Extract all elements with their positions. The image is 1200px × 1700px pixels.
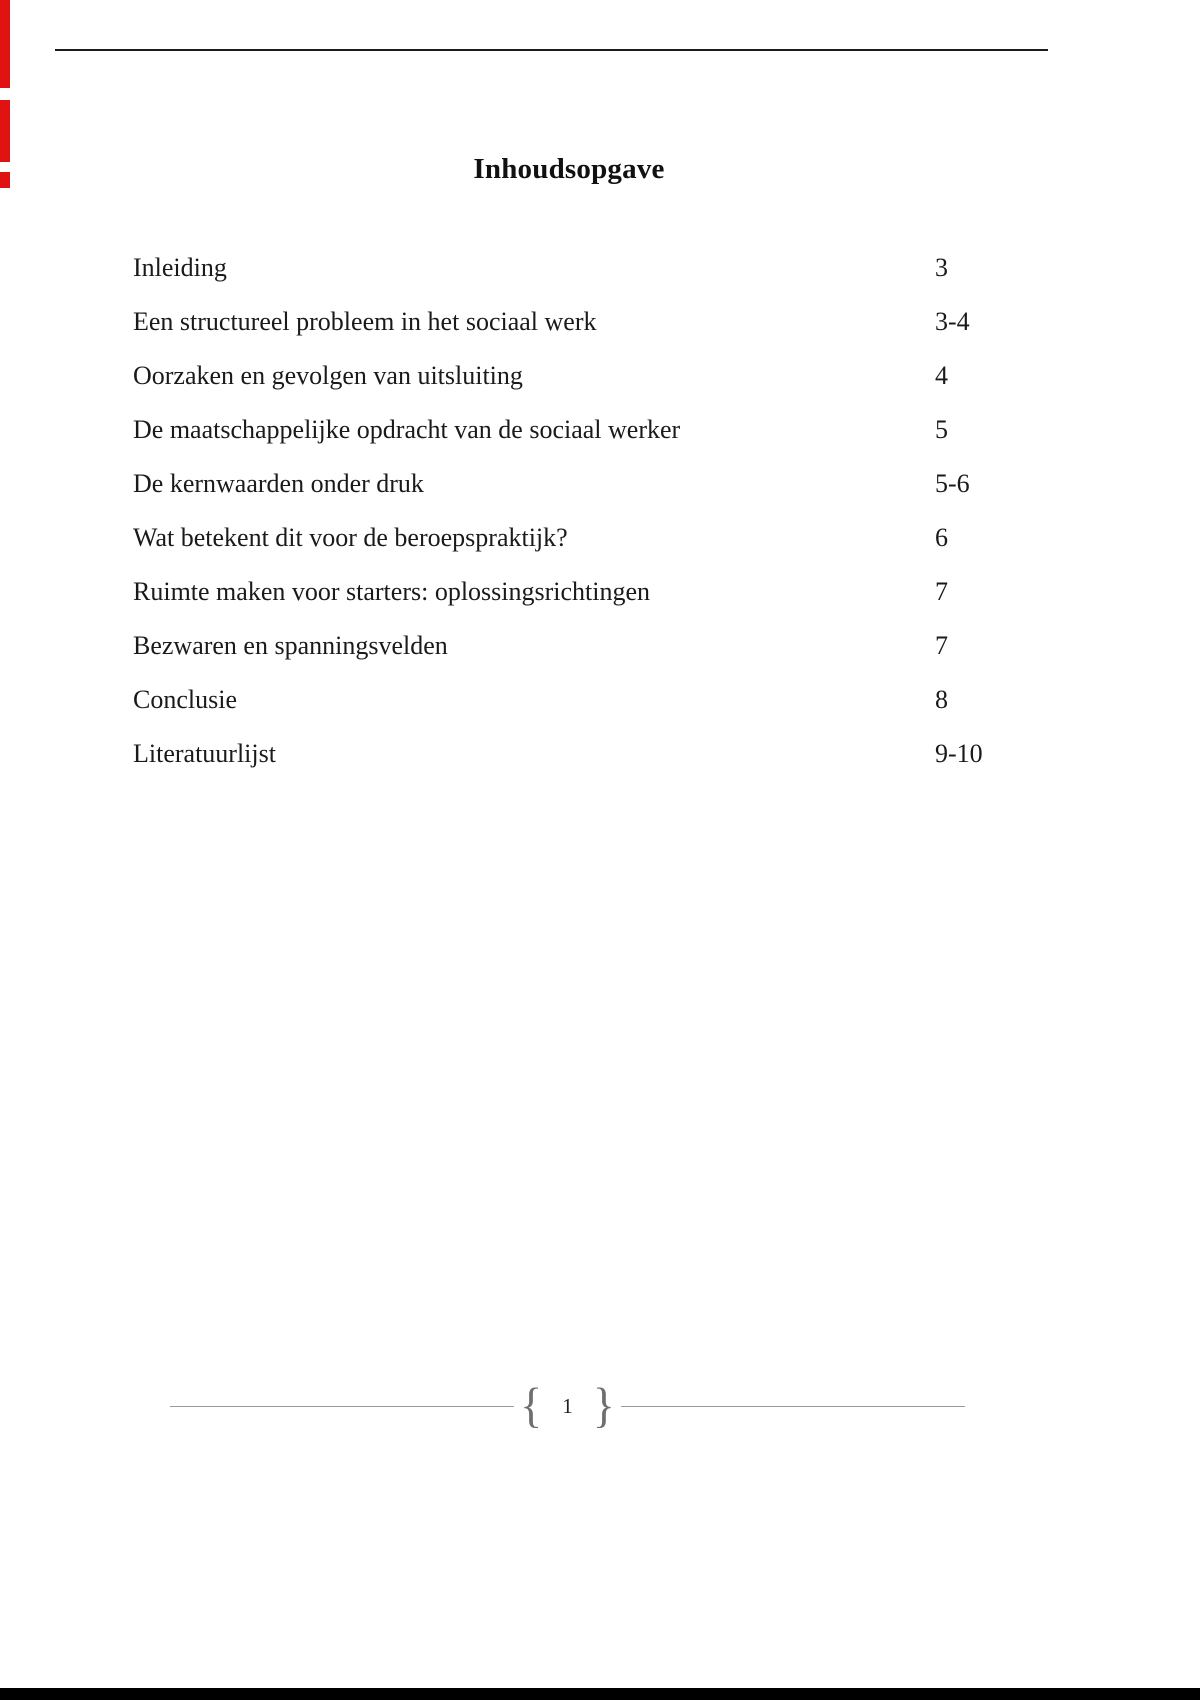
toc-row [133, 619, 1005, 673]
toc-row [133, 403, 1005, 457]
red-edge-mark-segment [0, 0, 10, 88]
red-edge-mark-segment [0, 100, 10, 162]
toc-row [133, 349, 1005, 403]
toc-row [133, 565, 1005, 619]
toc-entry-label: Een structureel probleem in het sociaal werk [133, 307, 597, 336]
red-edge-mark-segment [0, 172, 10, 188]
toc-entry-label: De kernwaarden onder druk [133, 469, 424, 498]
toc-entry-label: Inleiding [133, 253, 227, 282]
toc-entry-page: 6 [935, 523, 948, 552]
toc-entry-page: 9-10 [935, 739, 983, 768]
toc-entry-page: 5 [935, 415, 948, 444]
toc-entry-label: Conclusie [133, 685, 237, 714]
toc-row [133, 727, 1005, 781]
toc-row [133, 511, 1005, 565]
toc-row [133, 241, 1005, 295]
page-title: Inhoudsopgave [473, 153, 665, 186]
footer-page-number: 1 [562, 1393, 573, 1418]
page-footer [170, 1378, 965, 1433]
right-brace-icon: } [592, 1378, 615, 1433]
toc-entry-label: Wat betekent dit voor de beroepspraktijk? [133, 523, 568, 552]
footer-left-rule [170, 1406, 514, 1407]
toc-entry-page: 8 [935, 685, 948, 714]
toc-row [133, 295, 1005, 349]
table-of-contents [133, 241, 1005, 781]
bottom-black-bar [0, 1688, 1200, 1700]
toc-entry-page: 7 [935, 631, 948, 660]
toc-entry-page: 5-6 [935, 469, 970, 498]
toc-entry-label: Bezwaren en spanningsvelden [133, 631, 448, 660]
toc-entry-label: De maatschappelijke opdracht van de sociaal werker [133, 415, 681, 444]
footer-right-rule [621, 1406, 965, 1407]
toc-entry-page: 3 [935, 253, 948, 282]
toc-entry-label: Oorzaken en gevolgen van uitsluiting [133, 361, 523, 390]
toc-row [133, 457, 1005, 511]
top-horizontal-rule [55, 49, 1048, 51]
toc-entry-page: 7 [935, 577, 948, 606]
toc-entry-label: Literatuurlijst [133, 739, 276, 768]
toc-entry-label: Ruimte maken voor starters: oplossingsrichtingen [133, 577, 651, 606]
left-brace-icon: { [520, 1378, 543, 1433]
toc-row [133, 673, 1005, 727]
toc-entry-page: 4 [935, 361, 948, 390]
toc-entry-page: 3-4 [935, 307, 970, 336]
